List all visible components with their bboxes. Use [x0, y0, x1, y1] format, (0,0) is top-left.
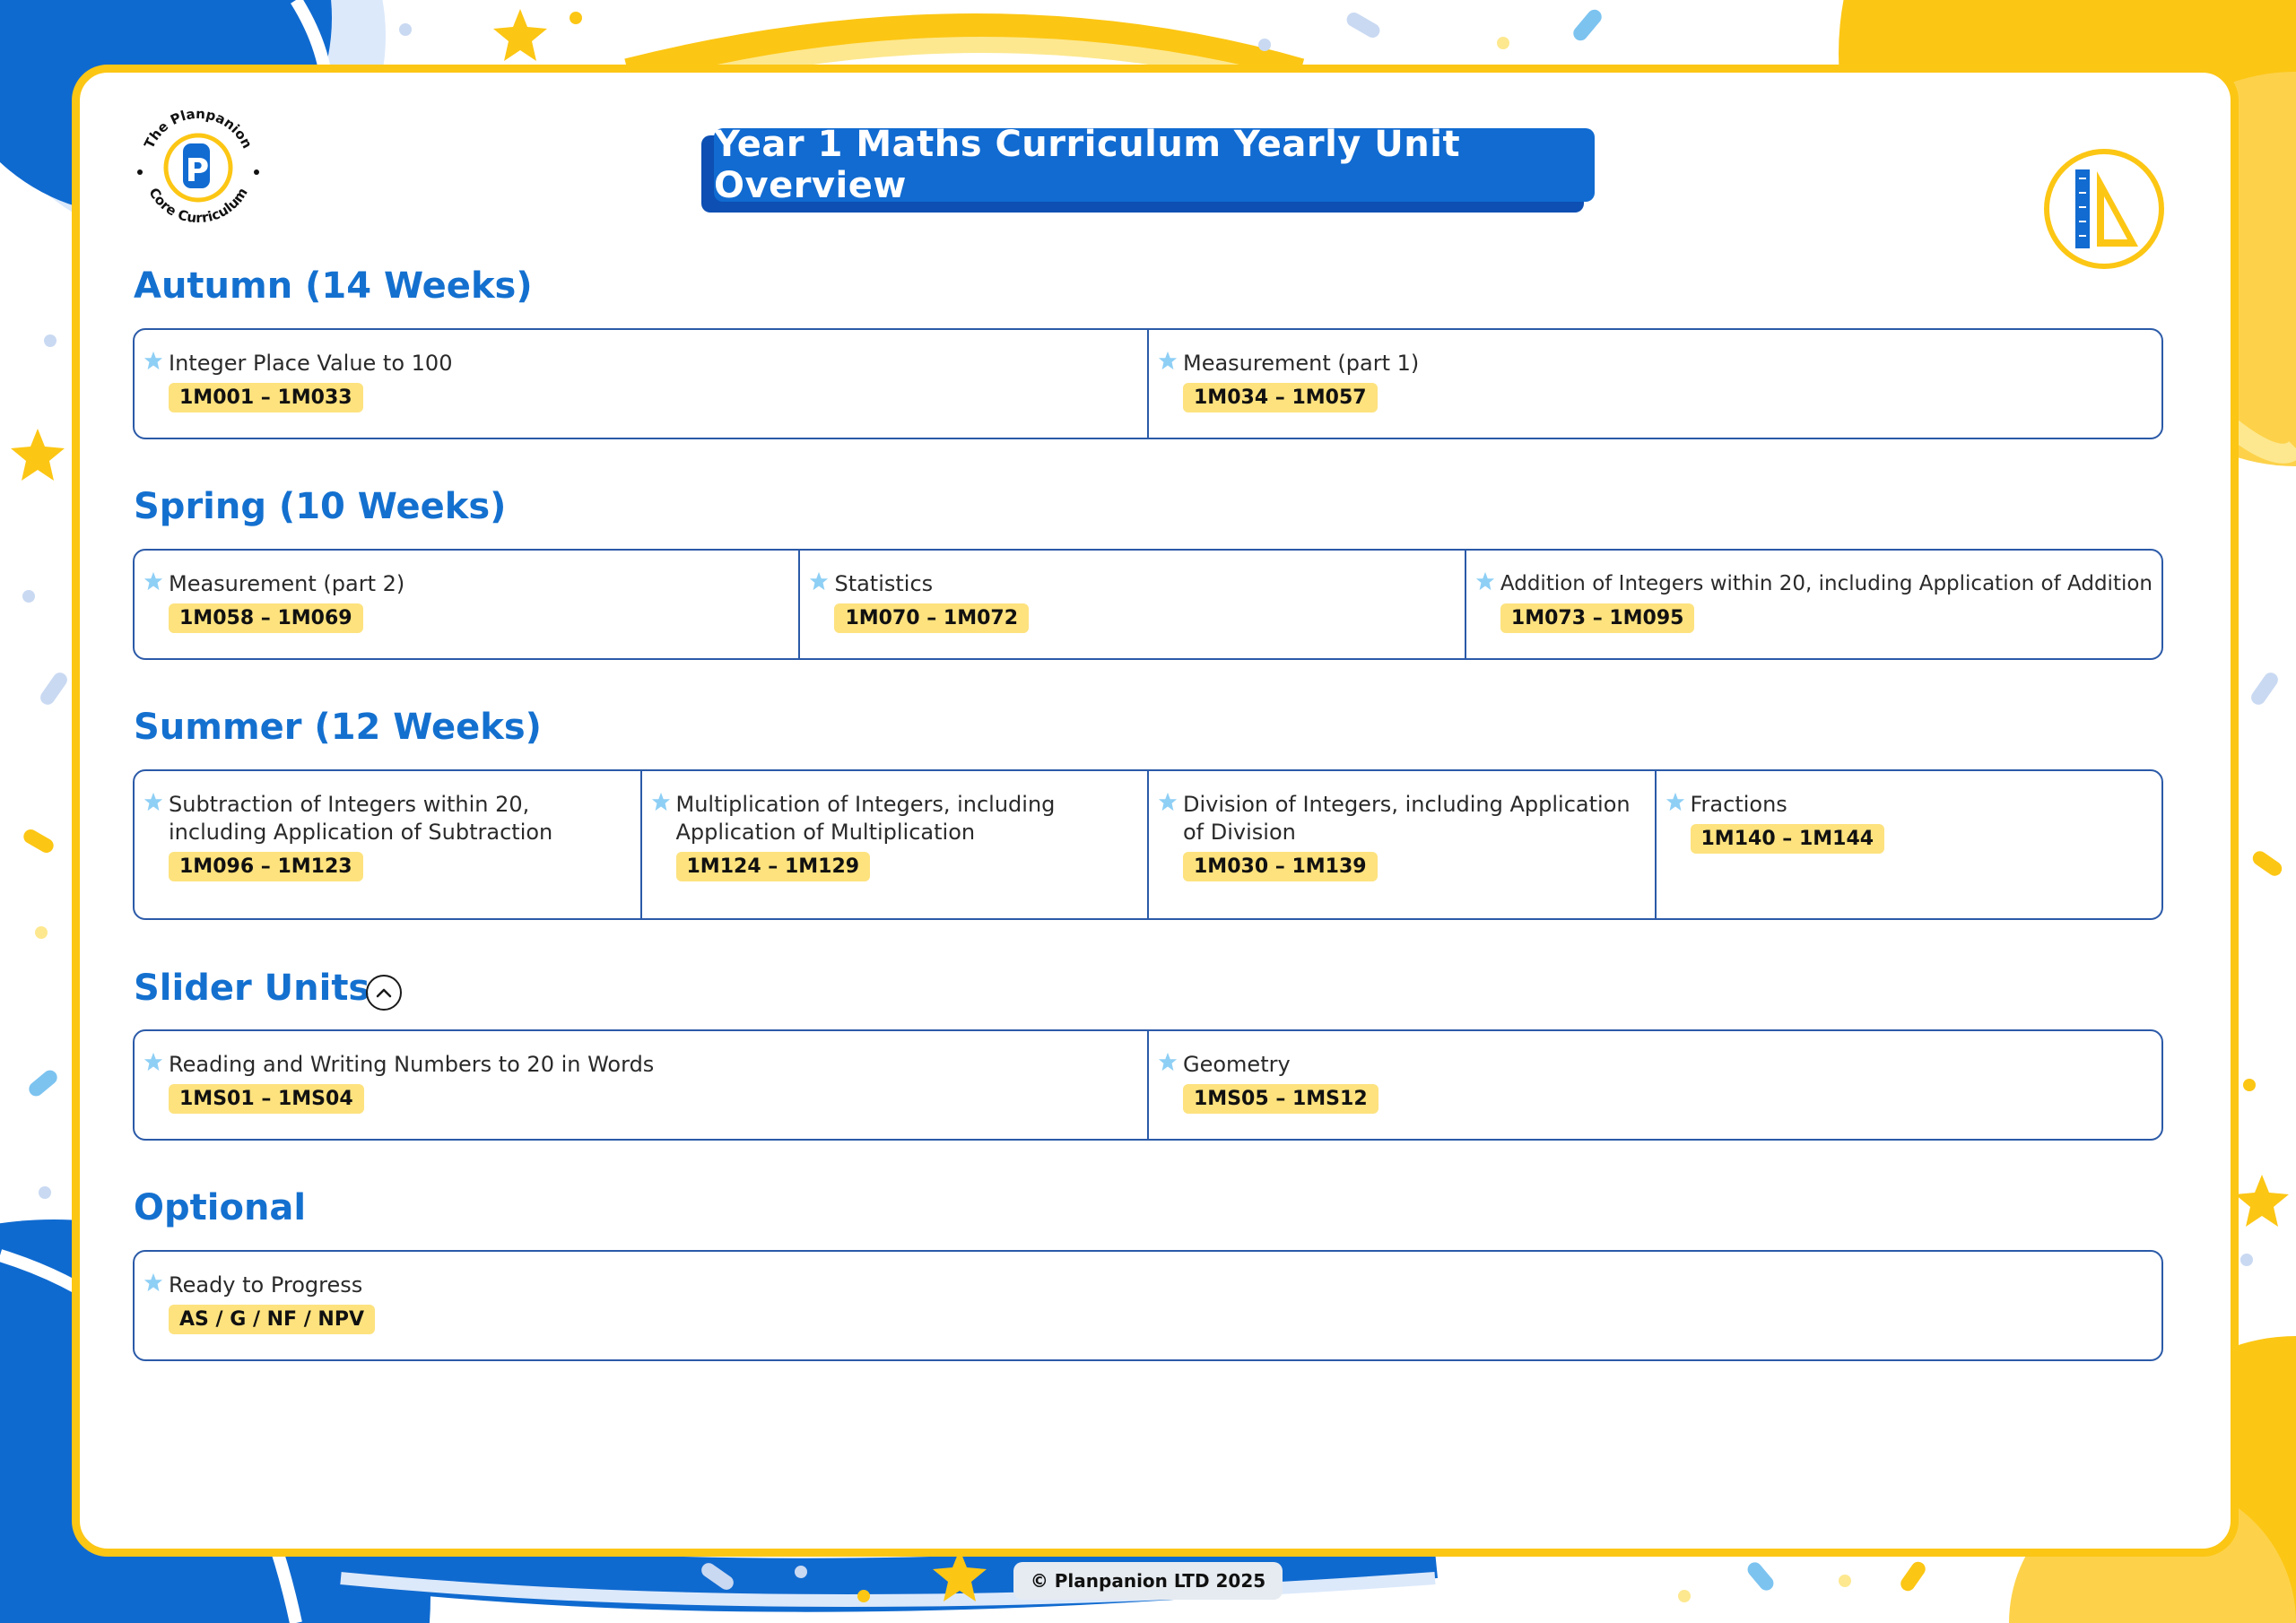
star-icon	[651, 792, 671, 812]
unit-card[interactable]	[1149, 1031, 2161, 1139]
star-icon	[144, 1272, 163, 1292]
unit-code-badge: 1M001 – 1M033	[169, 383, 363, 412]
star-icon	[1158, 1052, 1178, 1072]
page-title: Year 1 Maths Curriculum Yearly Unit Overview	[714, 128, 1595, 202]
unit-card[interactable]	[1466, 551, 2161, 658]
unit-row-slider	[133, 1029, 2163, 1141]
section-title-autumn: Autumn (14 Weeks)	[134, 265, 533, 307]
star-icon	[144, 571, 163, 591]
logo-letter: P	[185, 152, 210, 189]
unit-title: Geometry	[1183, 1052, 1291, 1077]
logo-text-top: The Planpanion	[141, 105, 256, 152]
star-icon	[1665, 792, 1685, 812]
star-icon	[144, 1052, 163, 1072]
unit-code-badge: 1M140 – 1M144	[1691, 824, 1885, 854]
section-title-optional: Optional	[134, 1187, 307, 1228]
ruler-set-square-icon	[2041, 146, 2167, 272]
unit-card[interactable]	[135, 1031, 1149, 1139]
unit-title: Statistics	[834, 571, 934, 596]
star-icon	[809, 571, 829, 591]
star-icon	[1475, 571, 1495, 591]
unit-card[interactable]	[135, 330, 1149, 438]
section-title-summer: Summer (12 Weeks)	[134, 707, 542, 748]
unit-code-badge: 1M073 – 1M095	[1500, 603, 1695, 633]
unit-title: Measurement (part 2)	[169, 571, 405, 596]
planpanion-logo	[131, 100, 265, 235]
section-title-spring: Spring (10 Weeks)	[134, 486, 507, 527]
unit-row-optional	[133, 1250, 2163, 1361]
star-icon	[1158, 351, 1178, 370]
unit-card[interactable]	[1657, 771, 2162, 918]
unit-title: Multiplication of Integers, including Application of Multiplication	[675, 792, 1056, 845]
unit-title: Measurement (part 1)	[1183, 351, 1420, 376]
unit-card[interactable]	[642, 771, 1150, 918]
unit-code-badge: 1M070 – 1M072	[834, 603, 1029, 633]
unit-card[interactable]	[1149, 771, 1657, 918]
unit-card[interactable]	[135, 771, 642, 918]
chevron-up-icon	[376, 987, 392, 998]
unit-code-badge: 1MS01 – 1MS04	[169, 1084, 364, 1114]
unit-title: Fractions	[1690, 792, 1787, 817]
unit-title: Integer Place Value to 100	[169, 351, 453, 376]
unit-title: Reading and Writing Numbers to 20 in Words	[169, 1052, 655, 1077]
unit-title: Addition of Integers within 20, including Application of Addition	[1500, 572, 2153, 595]
unit-row-spring	[133, 549, 2163, 660]
unit-code-badge: 1M030 – 1M139	[1183, 852, 1378, 881]
unit-card[interactable]	[135, 1252, 2161, 1359]
unit-card[interactable]	[800, 551, 1465, 658]
unit-code-badge: 1M058 – 1M069	[169, 603, 363, 633]
logo-text-bottom: Core Curriculum	[145, 185, 251, 227]
unit-title: Division of Integers, including Application of Division	[1183, 792, 1631, 845]
unit-code-badge: 1MS05 – 1MS12	[1183, 1084, 1378, 1114]
unit-code-badge: 1M096 – 1M123	[169, 852, 363, 881]
star-icon	[144, 792, 163, 812]
section-title-slider: Slider Units	[134, 968, 370, 1009]
copyright-footer: © Planpanion LTD 2025	[1013, 1562, 1283, 1600]
unit-card[interactable]	[135, 551, 800, 658]
unit-row-summer	[133, 769, 2163, 920]
star-icon	[144, 351, 163, 370]
unit-card[interactable]	[1149, 330, 2161, 438]
title-banner	[701, 124, 1595, 213]
unit-code-badge: 1M034 – 1M057	[1183, 383, 1378, 412]
star-icon	[1158, 792, 1178, 812]
unit-row-autumn	[133, 328, 2163, 439]
unit-title: Ready to Progress	[169, 1272, 363, 1298]
unit-code-badge: AS / G / NF / NPV	[169, 1305, 375, 1334]
unit-code-badge: 1M124 – 1M129	[676, 852, 871, 881]
collapse-toggle-button[interactable]	[366, 975, 402, 1011]
unit-title: Subtraction of Integers within 20, including Application of Subtraction	[169, 792, 553, 845]
